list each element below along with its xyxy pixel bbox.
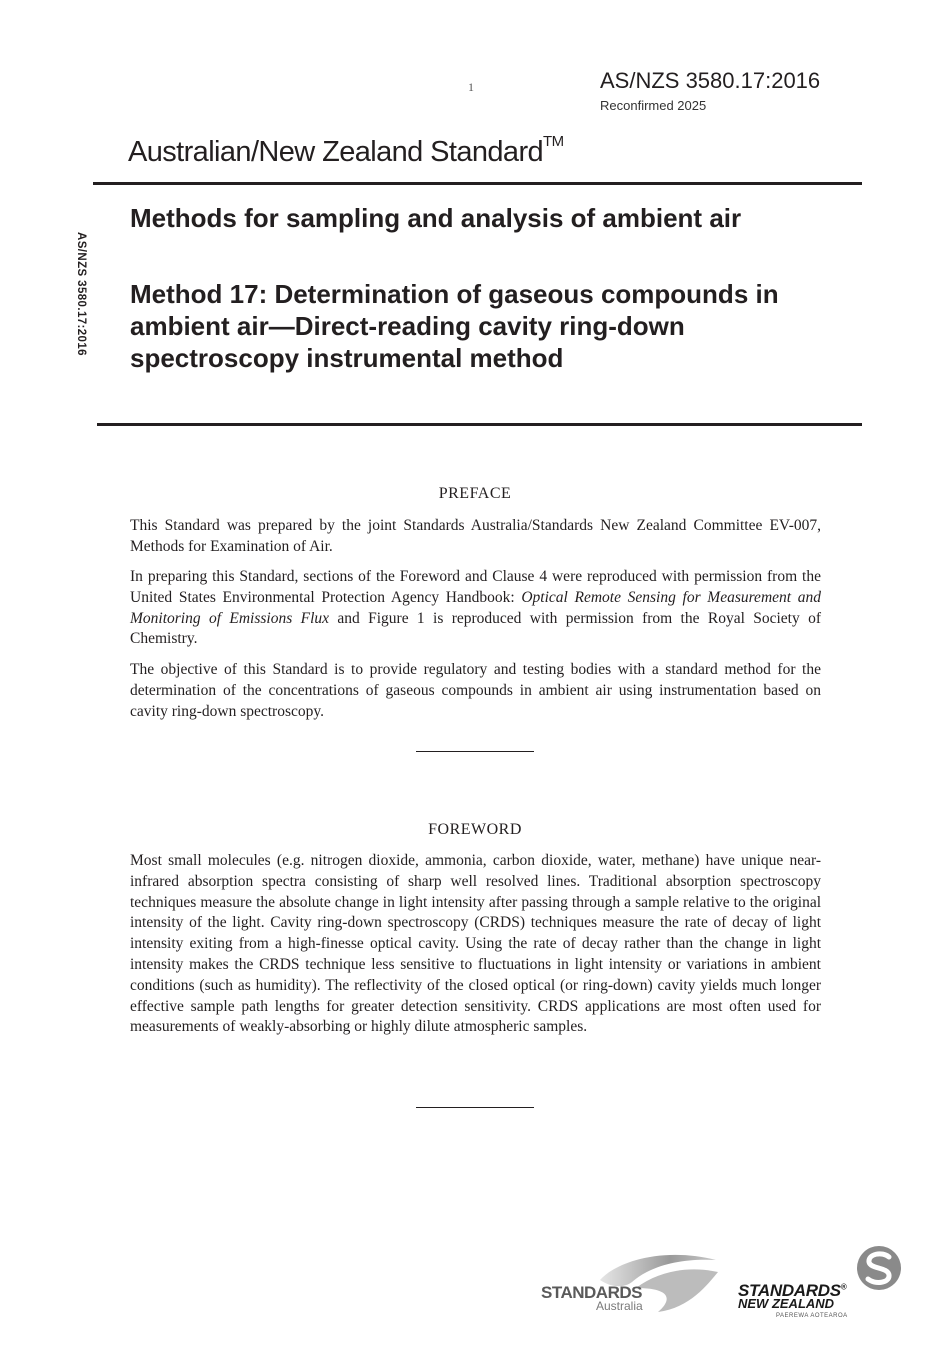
standards-nz-sub: NEW ZEALAND [738,1296,835,1311]
standards-nz-maori-name: PAEREWA AOTEAROA [776,1313,848,1319]
preface-paragraph-1: This Standard was prepared by the joint Standards Australia/Standards New Zealand Committee EV-007, Methods for Examination of Air. [130,517,821,555]
page-number: 1 [468,80,474,94]
preface-paragraph-3: The objective of this Standard is to provide regulatory and testing bodies with a standard method for the determination of the concentrations of gaseous compounds in ambient air using instrumentation based on cavity ring-down spectroscopy. [130,661,821,720]
standard-type-heading [128,133,564,169]
standard-type-text: Australian/New Zealand Standard [128,136,544,168]
title-method: Method 17: Determination of gaseous compounds in ambient air—Direct-reading cavity ring-down spectroscopy instrumental method [130,279,779,373]
section-separator [416,751,534,752]
registered-mark: ® [840,1282,847,1292]
standards-nz-s-mark-icon [856,1245,902,1291]
preface-paragraph-2 [130,567,821,650]
standard-number: AS/NZS 3580.17:2016 [600,68,821,93]
standards-australia-name: STANDARDS [541,1283,642,1302]
top-rule [93,182,862,185]
standards-nz-name-text: STANDARDS [738,1281,841,1300]
preface-heading: PREFACE [438,485,512,502]
foreword-heading: FOREWORD [428,821,522,838]
handbook-title: Optical Remote Sensing for Measurement and Monitoring of Emissions Flux [130,588,821,627]
bottom-rule [97,423,862,426]
side-identifier: AS/NZS 3580.17:2016 [75,232,87,356]
preface-p2-text: In preparing this Standard, sections of the Foreword and Clause 4 were reproduced with permission from the United States Environmental Protection Agency Handbook: [130,568,821,606]
section-separator [416,1107,534,1108]
title-series: Methods for sampling and analysis of ambient air [130,203,742,233]
standards-australia-sub: Australia [596,1299,643,1313]
foreword-paragraph: Most small molecules (e.g. nitrogen dioxide, ammonia, carbon dioxide, water, methane) have unique near-infrared absorption spectra consisting of sharp well resolved lines. Traditional absorption spectroscopy techniques measure the absolute change in light intensity after passing through a sample relative to the original intensity of the light. Cavity ring-down spectroscopy (CRDS) techniques measure the rate of decay of light intensity exiting from a high-finesse optical cavity. Using the rate of decay rather than the change in light intensity makes the CRDS technique less sensitive to fluctuations in light intensity or variations in ambient conditions (such as humidity). The reflectivity of the closed optical (or ring-down) cavity yields much longer effective sample path lengths for greater detection sensitivity. CRDS applications are most often used for measurements of weakly-absorbing or highly dilute atmospheric samples. [130,852,821,1036]
reconfirmed-note: Reconfirmed 2025 [600,98,707,113]
preface-p2-text-end: and Figure 1 is reproduced with permission from the Royal Society of Chemistry. [130,609,821,648]
trademark-mark: TM [543,133,564,151]
